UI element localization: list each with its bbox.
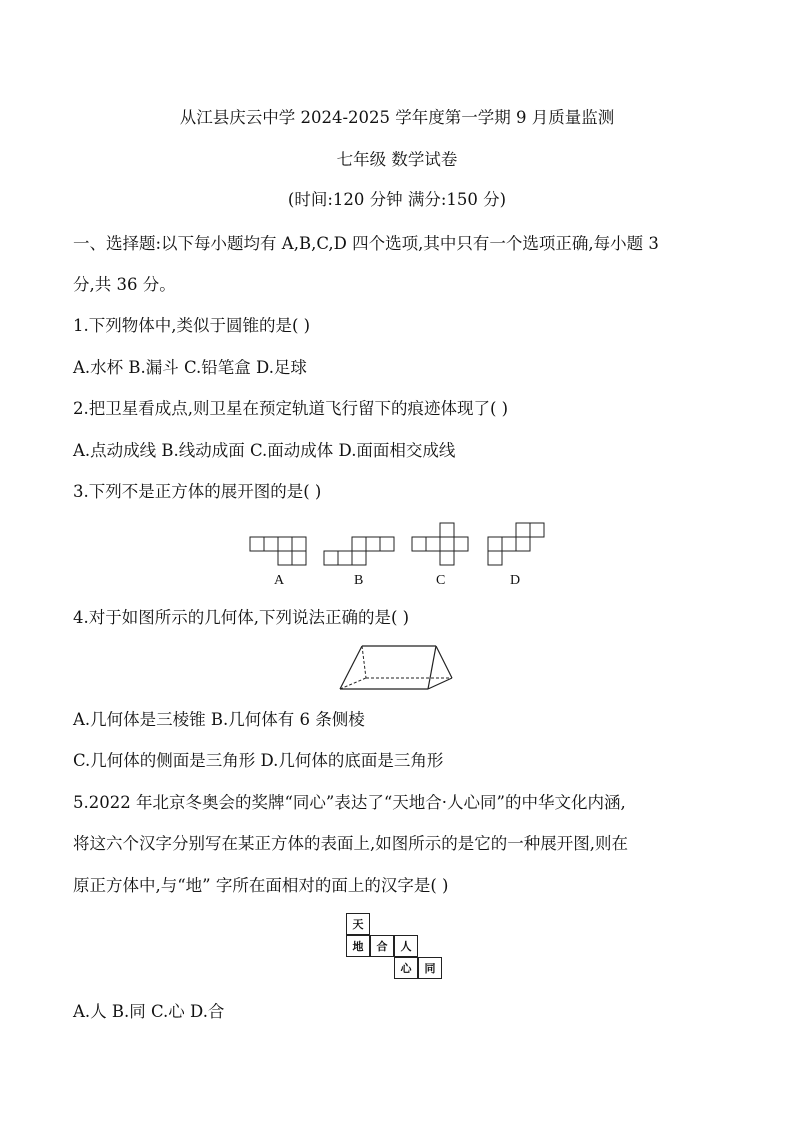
- q5-cube-net-figure: [346, 913, 446, 983]
- section-instruction-line1: 一、选择题:以下每小题均有 A,B,C,D 四个选项,其中只有一个选项正确,每小题 3: [73, 234, 659, 253]
- q1-options: A.水杯 B.漏斗 C.铅笔盒 D.足球: [73, 358, 307, 377]
- net-cell-he: 合: [370, 935, 394, 957]
- q4-options-row1: A.几何体是三棱锥 B.几何体有 6 条侧棱: [73, 710, 365, 729]
- net-label-a: A: [274, 573, 285, 588]
- net-b: [324, 537, 394, 565]
- exam-title: 从江县庆云中学 2024-2025 学年度第一学期 9 月质量监测: [179, 108, 615, 127]
- q4-options-row2: C.几何体的侧面是三角形 D.几何体的底面是三角形: [73, 751, 444, 770]
- net-d: [488, 523, 544, 565]
- cube-nets-drawing: [246, 520, 556, 570]
- q2-options: A.点动成线 B.线动成面 C.面动成体 D.面面相交成线: [73, 441, 456, 460]
- net-a: [250, 537, 306, 565]
- net-cell-di: 地: [346, 935, 370, 957]
- q4-stem: 4.对于如图所示的几何体,下列说法正确的是( ): [73, 608, 410, 627]
- q5-stem-line2: 将这六个汉字分别写在某正方体的表面上,如图所示的是它的一种展开图,则在: [73, 834, 628, 853]
- q2-stem: 2.把卫星看成点,则卫星在预定轨道飞行留下的痕迹体现了( ): [73, 399, 509, 418]
- net-label-b: B: [354, 573, 364, 588]
- q5-stem-line1: 5.2022 年北京冬奥会的奖牌“同心”表达了“天地合·人心同”的中华文化内涵,: [73, 793, 626, 812]
- net-cell-tong: 同: [418, 957, 442, 979]
- exam-time-info: (时间:120 分钟 满分:150 分): [287, 190, 507, 209]
- triangular-prism-drawing: [336, 642, 466, 694]
- net-cell-tian: 天: [346, 913, 370, 935]
- exam-subtitle: 七年级 数学试卷: [336, 150, 458, 169]
- q3-stem: 3.下列不是正方体的展开图的是( ): [73, 482, 322, 501]
- q1-stem: 1.下列物体中,类似于圆锥的是( ): [73, 316, 311, 335]
- net-label-c: C: [436, 573, 446, 588]
- net-cell-ren: 人: [394, 935, 418, 957]
- net-cell-xin: 心: [394, 957, 418, 979]
- q5-options: A.人 B.同 C.心 D.合: [73, 1002, 225, 1021]
- q4-prism-figure: [336, 642, 466, 698]
- q5-stem-line3: 原正方体中,与“地” 字所在面相对的面上的汉字是( ): [73, 876, 449, 895]
- q3-nets-figure: [246, 520, 556, 590]
- net-c: [412, 523, 468, 565]
- net-label-d: D: [510, 573, 521, 588]
- section-instruction-line2: 分,共 36 分。: [73, 275, 176, 294]
